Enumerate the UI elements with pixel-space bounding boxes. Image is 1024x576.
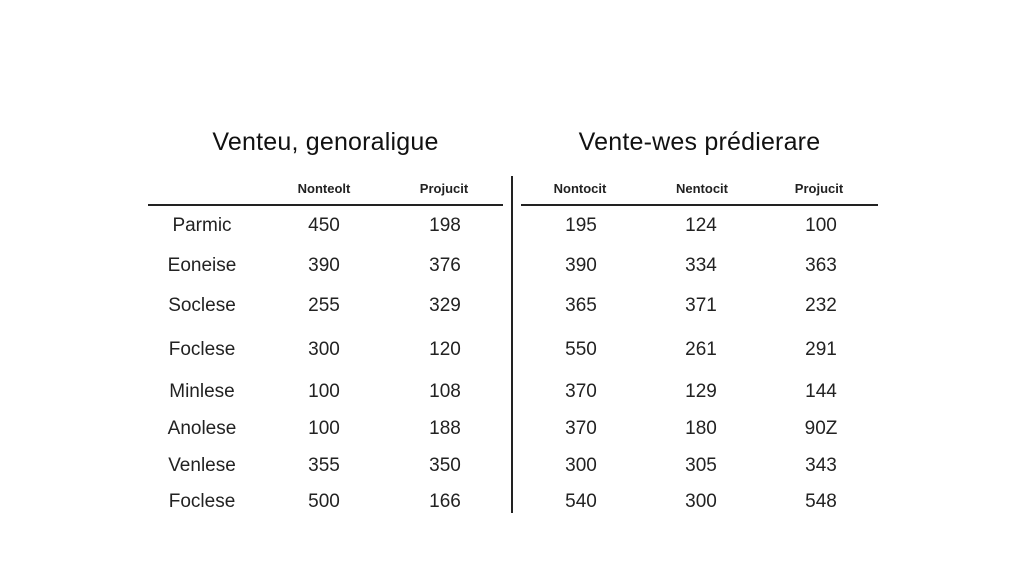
cell: 124 — [685, 215, 717, 236]
cell: 144 — [805, 381, 837, 402]
cell: 195 — [565, 215, 597, 236]
cell: 198 — [429, 215, 461, 236]
cell: 548 — [805, 491, 837, 512]
right-col-header-0: Nontocit — [553, 181, 607, 196]
cell: 255 — [308, 295, 340, 316]
table-divider — [511, 176, 513, 513]
cell: 188 — [429, 418, 461, 439]
cell: 305 — [685, 455, 717, 476]
cell: 334 — [685, 255, 717, 276]
cell: 370 — [565, 381, 597, 402]
cell: 90Z — [804, 418, 838, 439]
row-label: Foclese — [168, 339, 236, 360]
cell: 365 — [565, 295, 597, 316]
cell: 232 — [805, 295, 837, 316]
cell: 390 — [565, 255, 597, 276]
right-col-header-1: Nentocit — [676, 181, 728, 196]
cell: 500 — [308, 491, 340, 512]
row-label: Anolese — [167, 418, 237, 439]
right-header-rule — [521, 204, 878, 206]
cell: 180 — [685, 418, 717, 439]
row-label: Eoneise — [167, 255, 237, 276]
row-label: Soclese — [168, 295, 236, 316]
right-col-header-2: Projucit — [794, 181, 844, 196]
cell: 100 — [805, 215, 837, 236]
cell: 550 — [565, 339, 597, 360]
cell: 450 — [308, 215, 340, 236]
cell: 540 — [565, 491, 597, 512]
cell: 108 — [429, 381, 461, 402]
cell: 350 — [429, 455, 461, 476]
row-label: Foclese — [168, 491, 236, 512]
right-table-title: Vente-wes prédierare — [578, 128, 821, 156]
row-label: Parmic — [172, 215, 232, 236]
cell: 300 — [565, 455, 597, 476]
cell: 343 — [805, 455, 837, 476]
cell: 166 — [429, 491, 461, 512]
row-label: Venlese — [168, 455, 236, 476]
cell: 390 — [308, 255, 340, 276]
cell: 261 — [685, 339, 717, 360]
cell: 120 — [429, 339, 461, 360]
cell: 300 — [308, 339, 340, 360]
cell: 376 — [429, 255, 461, 276]
cell: 371 — [685, 295, 717, 316]
cell: 329 — [429, 295, 461, 316]
cell: 100 — [308, 418, 340, 439]
cell: 355 — [308, 455, 340, 476]
cell: 291 — [805, 339, 837, 360]
cell: 100 — [308, 381, 340, 402]
left-col-header-1: Nonteolt — [297, 181, 351, 196]
left-col-header-2: Projucit — [419, 181, 469, 196]
cell: 370 — [565, 418, 597, 439]
left-header-rule — [148, 204, 503, 206]
left-table-title: Venteu, genoraligue — [212, 128, 439, 156]
cell: 363 — [805, 255, 837, 276]
row-label: Minlese — [169, 381, 235, 402]
cell: 300 — [685, 491, 717, 512]
cell: 129 — [685, 381, 717, 402]
